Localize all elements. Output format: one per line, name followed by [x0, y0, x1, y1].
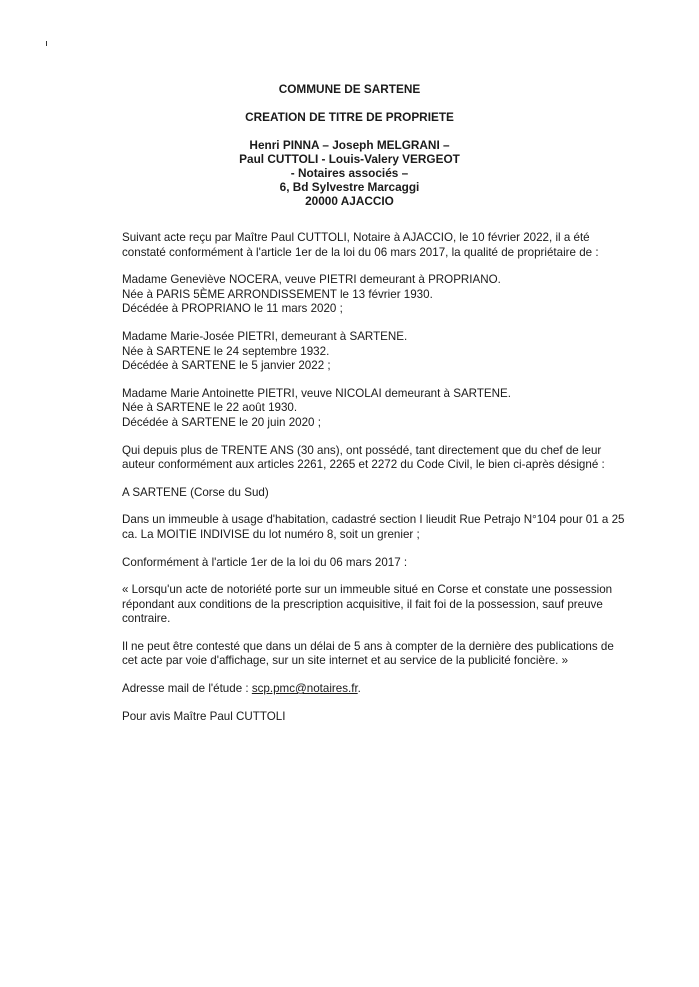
- signature-line: Pour avis Maître Paul CUTTOLI: [122, 709, 286, 723]
- notaries-block: [0, 138, 699, 208]
- text-line: Née à PARIS 5ÈME ARRONDISSEMENT le 13 février 1930.: [122, 287, 433, 301]
- text-line: Décédée à SARTENE le 5 janvier 2022 ;: [122, 359, 331, 373]
- conformity-paragraph: [122, 556, 602, 571]
- text-line: Suivant acte reçu par Maître Paul CUTTOLI, Notaire à AJACCIO, le 10 février 2022, il a été: [122, 231, 590, 244]
- text-line: Dans un immeuble à usage d'habitation, cadastré section I lieudit Rue Petrajo N°104 pour 01 a 25: [122, 513, 625, 527]
- text-line: Décédée à PROPRIANO le 11 mars 2020 ;: [122, 302, 343, 316]
- quote-paragraph: [122, 583, 613, 627]
- text-line: Née à SARTENE le 22 août 1930.: [122, 401, 298, 415]
- text-line: Madame Geneviève NOCERA, veuve PIETRI demeurant à PROPRIANO.: [122, 273, 501, 287]
- contest-paragraph: [122, 639, 614, 669]
- email-label: Adresse mail de l'étude :: [122, 682, 252, 696]
- owner-paragraph: [122, 387, 602, 431]
- email-suffix: .: [357, 682, 361, 696]
- text-line: cet acte par voie d'affichage, sur un site internet et au service de la publicité foncière. »: [122, 654, 569, 668]
- owner-paragraph: [122, 330, 602, 374]
- notaries-line: Paul CUTTOLI - Louis-Valery VERGEOT: [239, 152, 460, 166]
- text-line: « Lorsqu'un acte de notoriété porte sur un immeuble situé en Corse et constate une possession: [122, 583, 613, 597]
- property-paragraph: [122, 513, 625, 542]
- text-line: Conformément à l'article 1er de la loi du 06 mars 2017 :: [122, 555, 408, 569]
- possession-paragraph: [122, 443, 605, 473]
- email-link[interactable]: scp.pmc@notaires.fr: [251, 682, 358, 696]
- notaries-line: Henri PINNA – Joseph MELGRANI –: [249, 138, 450, 152]
- owner-paragraph: [122, 273, 602, 317]
- signature-paragraph: [122, 710, 602, 725]
- text-line: auteur conformément aux articles 2261, 2265 et 2272 du Code Civil, le bien ci-après désigné :: [122, 458, 605, 472]
- text-line: Madame Marie-Josée PIETRI, demeurant à SARTENE.: [122, 329, 408, 343]
- text-line: A SARTENE (Corse du Sud): [122, 485, 269, 499]
- text-line: Décédée à SARTENE le 20 juin 2020 ;: [122, 415, 321, 429]
- location-paragraph: [122, 486, 602, 501]
- text-line: répondant aux conditions de la prescription acquisitive, il fait foi de la possession, sauf preuve: [122, 597, 603, 611]
- text-line: Qui depuis plus de TRENTE ANS (30 ans), ont possédé, tant directement que du chef de leur: [122, 443, 602, 457]
- text-line: contraire.: [122, 612, 171, 626]
- document-title: CREATION DE TITRE DE PROPRIETE: [245, 110, 454, 124]
- commune-heading: COMMUNE DE SARTENE: [278, 82, 421, 96]
- scan-mark: [46, 41, 47, 46]
- email-paragraph: [122, 682, 602, 697]
- notaries-line: - Notaires associés –: [290, 166, 409, 180]
- text-line: Il ne peut être contesté que dans un délai de 5 ans à compter de la dernière des publications de: [122, 639, 614, 653]
- text-line: constaté conformément à l'article 1er de la loi du 06 mars 2017, la qualité de propriétaire de :: [122, 245, 599, 259]
- text-line: Née à SARTENE le 24 septembre 1932.: [122, 344, 330, 358]
- document-body: [122, 231, 625, 737]
- notaries-city: 20000 AJACCIO: [305, 194, 394, 208]
- notaries-address: 6, Bd Sylvestre Marcaggi: [279, 180, 420, 194]
- intro-paragraph: [122, 231, 602, 260]
- text-line: ca. La MOITIE INDIVISE du lot numéro 8, soit un grenier ;: [122, 527, 420, 541]
- text-line: Madame Marie Antoinette PIETRI, veuve NICOLAI demeurant à SARTENE.: [122, 386, 511, 400]
